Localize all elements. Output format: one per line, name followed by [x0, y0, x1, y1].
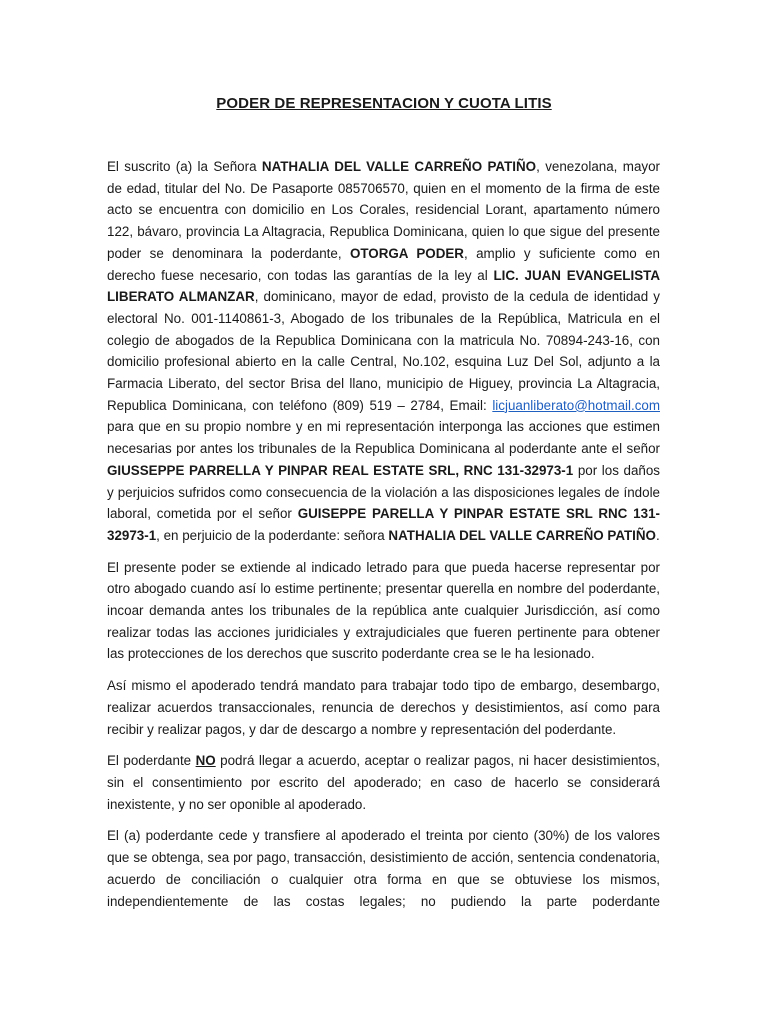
p4-bold-no: NO: [195, 753, 216, 769]
p1-bold-company-2: GUISEPPE PARELLA Y PINPAR ESTATE SRL RNC 131-32973-1: [107, 506, 660, 543]
paragraph-5: El (a) poderdante cede y transfiere al apoderado el treinta por ciento (30%) de los valores que se obtenga, sea por pago, transacción, desistimiento de acción, sentencia condenatoria, acuerdo de conciliación o cualquier otra forma en que se obtuviese los mismos, independientemente de las costas legales; no pudiendo la parte poderdante: [107, 828, 660, 909]
p1-bold-name-2: NATHALIA DEL VALLE CARREÑO PATIÑO: [388, 527, 656, 543]
p4-text-2: podrá llegar a acuerdo, aceptar o realizar pagos, ni hacer desistimientos, sin el consentimiento por escrito del apoderado; en caso de hacerlo se considerará inexistente, y no ser oponible al apoderado.: [107, 753, 661, 812]
p1-bold-company: GIUSSEPPE PARRELLA Y PINPAR REAL ESTATE SRL, RNC 131-32973-1: [107, 462, 574, 478]
paragraph-4: [107, 750, 660, 815]
email-link[interactable]: licjuanliberato@hotmail.com: [492, 397, 660, 413]
p1-text-3: , amplio y suficiente como en derecho fuese necesario, con todas las garantías de la ley al: [107, 245, 660, 283]
p1-bold-name: NATHALIA DEL VALLE CARREÑO PATIÑO: [261, 159, 537, 174]
paragraph-1: [107, 156, 660, 547]
p1-text-1: El suscrito (a) la Señora: [107, 159, 262, 174]
paragraph-3: Así mismo el apoderado tendrá mandato para trabajar todo tipo de embargo, desembargo, realizar acuerdos transaccionales, renuncia de derechos y desistimientos, así como para recibir y realizar pagos, y dar de descargo a nombre y representación del poderdante.: [107, 678, 660, 737]
p1-text-4: , dominicano, mayor de edad, provisto de la cedula de identidad y electoral No. 001-1140861-3, Abogado de los tribunales de la República, Matricula en el colegio de abogados de la Republica Dominicana con la matricula No. 70894-243-16, con domicilio profesional abierto en la calle Central, No.102, esquina Luz Del Sol, adjunto a la Farmacia Liberato, del sector Brisa del llano, municipio de Higuey, provincia La Altagracia, Republica Dominicana, con teléfono (809) 519 – 2784, Email:: [107, 289, 661, 413]
p1-text-8: .: [655, 527, 660, 543]
p1-bold-lawyer: LIC. JUAN EVANGELISTA LIBERATO ALMANZAR: [107, 267, 660, 305]
document-title: PODER DE REPRESENTACION Y CUOTA LITIS: [216, 95, 552, 112]
p1-text-6: por los daños y perjuicios sufridos como consecuencia de la violación a las disposiciones legales de índole laboral, cometida por el señor: [107, 462, 660, 522]
p1-text-7: , en perjuicio de la poderdante: señora: [156, 527, 389, 543]
p1-text-5: para que en su propio nombre y en mi representación interponga las acciones que estimen necesarias por antes los tribunales de la Republica Dominicana al poderdante ante el señor: [107, 419, 660, 457]
p4-text-1: El poderdante: [107, 753, 196, 769]
paragraph-2: El presente poder se extiende al indicado letrado para que pueda hacerse representar por otro abogado cuando así lo estime pertinente; presentar querella en nombre del poderdante, incoar demanda antes los tribunales de la república ante cualquier Jurisdicción, así como realizar todas las acciones juridiciales y extrajudiciales que fueren pertinente para obtener las protecciones de los derechos que suscrito poderdante crea se le ha lesionado.: [107, 559, 660, 662]
document-body: [107, 156, 660, 922]
p1-text-2: , venezolana, mayor de edad, titular del No. De Pasaporte 085706570, quien en el momento de la firma de este acto se encuentra con domicilio en Los Corales, residencial Lorant, apartamento número 122, bávaro, provincia La Altagracia, Republica Dominicana, quien lo que sigue del presente poder se denominara la poderdante,: [107, 159, 660, 261]
p1-bold-otorga: OTORGA PODER: [349, 245, 464, 261]
